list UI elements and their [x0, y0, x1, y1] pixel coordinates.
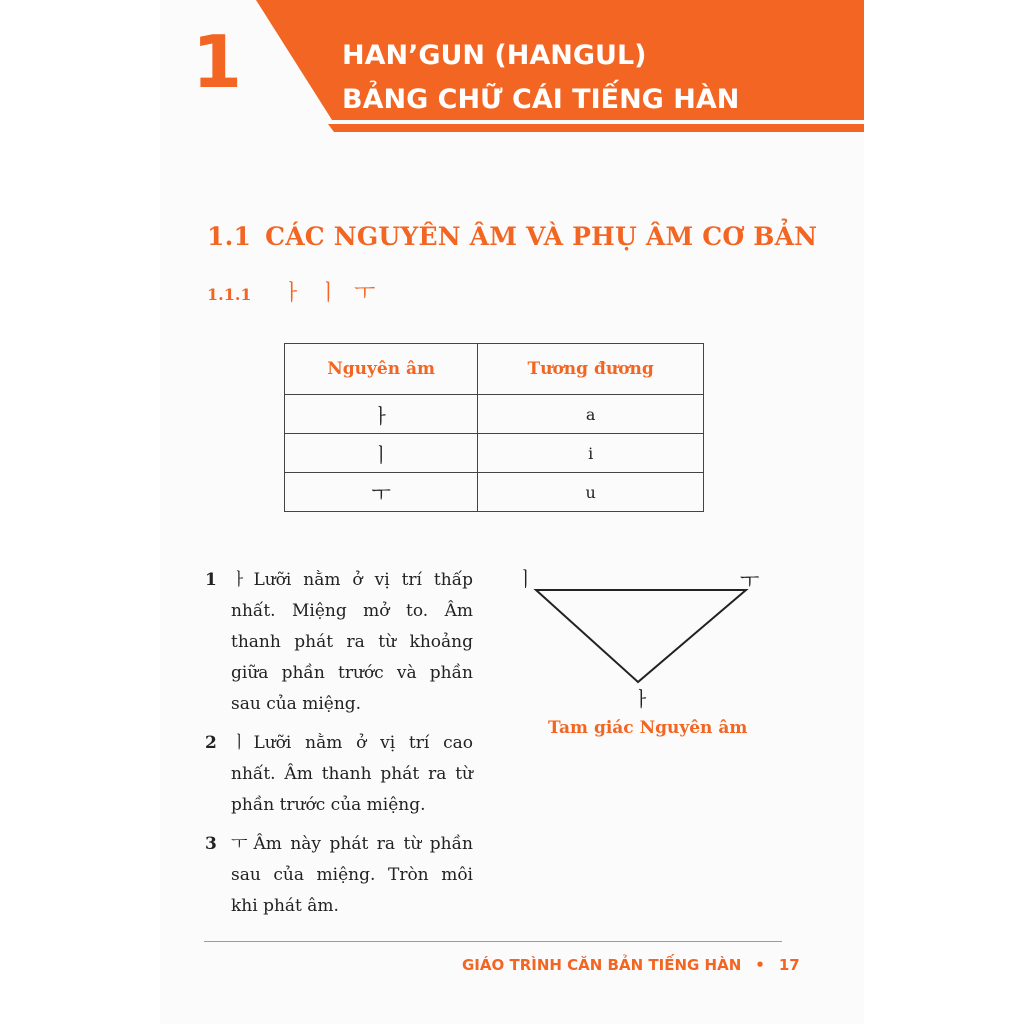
list-item-number: 1 [205, 570, 217, 590]
chapter-number: 1 [192, 20, 243, 104]
list-item-text: Lưỡi nằm ở vị trí cao nhất. Âm thanh phát ra từ phần trước của miệng. [231, 733, 473, 815]
page-footer [462, 956, 800, 974]
table-cell-equivalent: u [478, 473, 704, 512]
chapter-title [342, 34, 739, 122]
list-item-jamo: ㅣ [231, 733, 248, 753]
chapter-title-line2: BẢNG CHỮ CÁI TIẾNG HÀN [342, 84, 740, 115]
table-cell-vowel: ㅏ [285, 395, 478, 434]
triangle-caption: Tam giác Nguyên âm [548, 718, 748, 738]
table-cell-equivalent: i [478, 434, 704, 473]
table-header-row [285, 344, 704, 395]
list-item-number: 3 [205, 834, 217, 854]
table-header: Tương đương [478, 344, 704, 395]
explanation-list [205, 565, 473, 930]
table-cell-equivalent: a [478, 395, 704, 434]
table-row [285, 395, 704, 434]
table-cell-vowel: ㅜ [285, 473, 478, 512]
footer-separator: • [755, 956, 765, 974]
list-item [205, 728, 473, 821]
table-cell-vowel: ㅣ [285, 434, 478, 473]
list-item-text: Lưỡi nằm ở vị trí thấp nhất. Miệng mở to. Âm thanh phát ra từ khoảng giữa phần trước và phần sau của miệng. [231, 570, 473, 714]
list-item-jamo: ㅏ [231, 570, 248, 590]
section-title: CÁC NGUYÊN ÂM VÀ PHỤ ÂM CƠ BẢN [265, 222, 818, 251]
list-item-jamo: ㅜ [231, 834, 248, 854]
list-item [205, 829, 473, 922]
footer-book-title: GIÁO TRÌNH CĂN BẢN TIẾNG HÀN [462, 956, 742, 974]
triangle-label-top-right: ㅜ [740, 569, 760, 593]
triangle-label-top-left: ㅣ [516, 567, 536, 591]
subsection-heading [207, 276, 379, 307]
subsection-vowels: ㅏ ㅣ ㅜ [281, 281, 380, 306]
vowel-triangle [536, 590, 746, 682]
subsection-number: 1.1.1 [207, 285, 252, 304]
vowel-table [284, 343, 704, 512]
list-item-text: Âm này phát ra từ phần sau của miệng. Tròn môi khi phát âm. [231, 834, 473, 916]
table-row [285, 434, 704, 473]
list-item-number: 2 [205, 733, 217, 753]
table-header: Nguyên âm [285, 344, 478, 395]
section-heading [207, 222, 817, 251]
footer-divider [204, 941, 782, 942]
triangle-label-bottom: ㅏ [632, 687, 652, 711]
list-item [205, 565, 473, 720]
page-number: 17 [778, 956, 800, 974]
chapter-title-line1: HAN’GUN (HANGUL) [342, 40, 647, 71]
table-row [285, 473, 704, 512]
section-number: 1.1 [207, 222, 252, 251]
vowel-triangle-diagram [510, 560, 770, 715]
